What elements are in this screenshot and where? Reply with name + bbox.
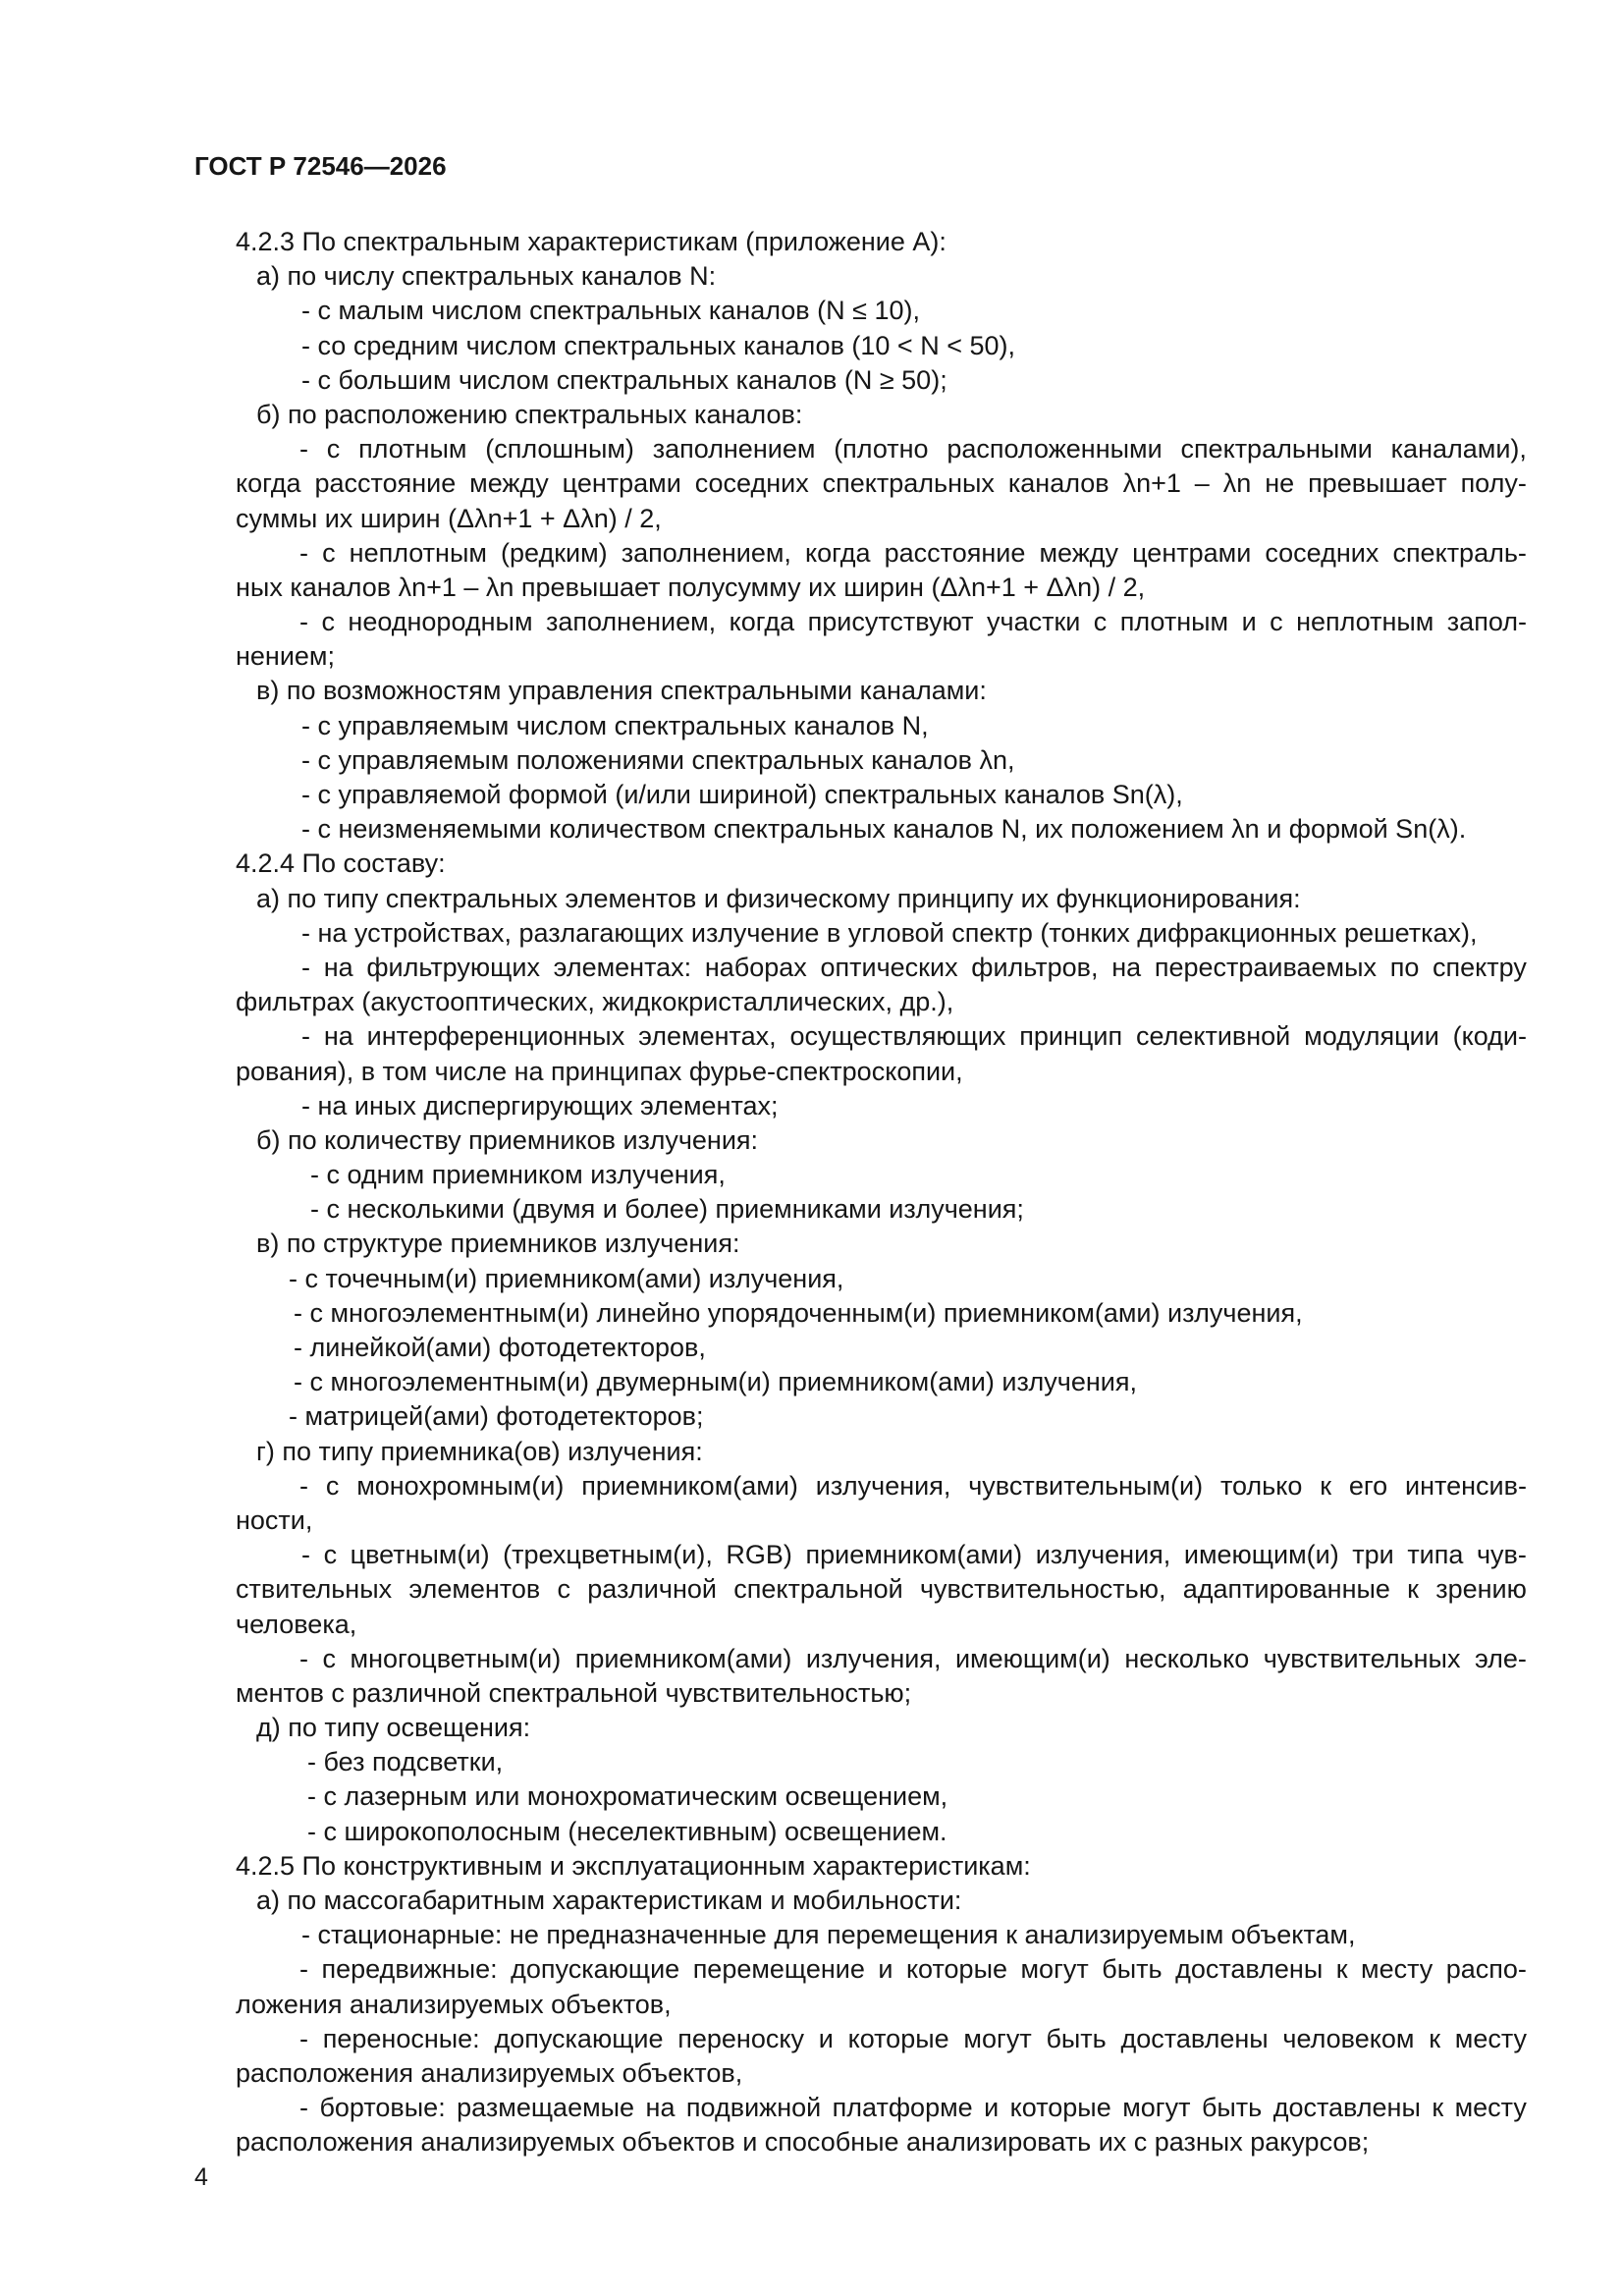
text-line: г) по типу приемника(ов) излучения:: [256, 1436, 703, 1466]
text-line: 4.2.5 По конструктивным и эксплуатационным характеристикам:: [236, 1850, 1031, 1881]
text-line: расположения анализируемых объектов,: [236, 2057, 743, 2088]
text-line: - с цветным(и) (трехцветным(и), RGB) приемником(ами) излучения, имеющим(и) три типа чув-: [301, 1540, 1527, 1570]
page-number: 4: [194, 2163, 208, 2191]
text-line: нением;: [236, 641, 335, 672]
text-line: б) по расположению спектральных каналов:: [256, 399, 803, 429]
text-line: когда расстояние между центрами соседних спектральных каналов λn+1 – λn не превышает полу-: [236, 468, 1527, 499]
text-line: - с неоднородным заполнением, когда присутствуют участки с плотным и с неплотным запол-: [299, 607, 1527, 637]
text-line: в) по структуре приемников излучения:: [256, 1229, 740, 1259]
text-line: - линейкой(ами) фотодетекторов,: [294, 1333, 706, 1362]
text-line: б) по количеству приемников излучения:: [256, 1124, 759, 1155]
text-line: - с управляемым числом спектральных каналов N,: [301, 710, 929, 740]
text-line: - бортовые: размещаемые на подвижной платформе и которые могут быть доставлены к месту: [299, 2093, 1527, 2123]
text-line: ложения анализируемых объектов,: [236, 1989, 672, 2019]
text-line: - на фильтрующих элементах: наборах оптических фильтров, на перестраиваемых по спектру: [301, 952, 1527, 982]
text-line: а) по массогабаритным характеристикам и мобильности:: [256, 1886, 962, 1915]
text-line: - стационарные: не предназначенные для перемещения к анализируемым объектам,: [301, 1920, 1356, 1950]
text-line: а) по числу спектральных каналов N:: [256, 261, 717, 292]
text-line: человека,: [236, 1609, 357, 1639]
text-line: - с многоэлементным(и) линейно упорядоченным(и) приемником(ами) излучения,: [294, 1297, 1303, 1328]
text-line: - с большим числом спектральных каналов (N ≥ 50);: [301, 364, 947, 395]
text-line: - с лазерным или монохроматическим освещением,: [307, 1781, 948, 1812]
text-line: в) по возможностям управления спектральными каналами:: [256, 676, 987, 706]
text-line: - передвижные: допускающие перемещение и которые могут быть доставлены к месту распо-: [299, 1954, 1527, 1985]
text-line: - без подсветки,: [307, 1747, 504, 1777]
text-line: суммы их ширин (Δλn+1 + Δλn) / 2,: [236, 503, 662, 533]
text-line: - матрицей(ами) фотодетекторов;: [289, 1401, 704, 1432]
text-line: 4.2.3 По спектральным характеристикам (приложение А):: [236, 227, 947, 256]
text-line: - с одним приемником излучения,: [310, 1160, 726, 1190]
text-line: д) по типу освещения:: [256, 1713, 531, 1743]
text-line: фильтрах (акустооптических, жидкокристаллических, др.),: [236, 987, 954, 1017]
text-line: ности,: [236, 1504, 313, 1535]
text-line: - с плотным (сплошным) заполнением (плотно расположенными спектральными каналами),: [299, 434, 1527, 465]
text-line: - с широкополосным (неселективным) освещением.: [307, 1816, 947, 1846]
document-header: ГОСТ Р 72546—2026: [194, 151, 447, 181]
text-line: - с точечным(и) приемником(ами) излучения,: [289, 1263, 844, 1293]
text-line: - с монохромным(и) приемником(ами) излучения, чувствительным(и) только к его интенсив-: [299, 1470, 1527, 1501]
text-line: 4.2.4 По составу:: [236, 848, 446, 879]
text-line: - с многоэлементным(и) двумерным(и) приемником(ами) излучения,: [294, 1367, 1137, 1397]
text-line: ных каналов λn+1 – λn превышает полусумму их ширин (Δλn+1 + Δλn) / 2,: [236, 572, 1146, 602]
text-line: ментов с различной спектральной чувствительностью;: [236, 1677, 912, 1708]
text-line: рования), в том числе на принципах фурье-спектроскопии,: [236, 1056, 963, 1086]
text-line: - с управляемой формой (и/или шириной) спектральных каналов Sn(λ),: [301, 780, 1183, 809]
body-text: [236, 225, 1527, 2160]
text-line: - на устройствах, разлагающих излучение в угловой спектр (тонких дифракционных решетках),: [301, 917, 1478, 948]
text-line: - переносные: допускающие переноску и которые могут быть доставлены человеком к месту: [299, 2023, 1527, 2053]
text-line: - на интерференционных элементах, осуществляющих принцип селективной модуляции (коди-: [301, 1021, 1527, 1052]
text-line: ствительных элементов с различной спектральной чувствительностью, адаптированные к зрению: [236, 1574, 1527, 1605]
text-line: - со средним числом спектральных каналов (10 < N < 50),: [301, 330, 1015, 360]
text-line: - с управляемым положениями спектральных каналов λn,: [301, 744, 1015, 775]
text-line: - с несколькими (двумя и более) приемниками излучения;: [310, 1194, 1024, 1225]
text-line: - с малым числом спектральных каналов (N ≤ 10),: [301, 296, 920, 326]
text-line: - на иных диспергирующих элементах;: [301, 1090, 779, 1121]
text-line: расположения анализируемых объектов и способные анализировать их с разных ракурсов;: [236, 2127, 1370, 2158]
text-line: - с многоцветным(и) приемником(ами) излучения, имеющим(и) несколько чувствительных эле-: [299, 1643, 1527, 1673]
text-line: - с неплотным (редким) заполнением, когда расстояние между центрами соседних спектраль-: [299, 537, 1527, 568]
text-line: а) по типу спектральных элементов и физическому принципу их функционирования:: [256, 883, 1301, 913]
text-line: - с неизменяемыми количеством спектральных каналов N, их положением λn и формой Sn(λ).: [301, 814, 1467, 845]
